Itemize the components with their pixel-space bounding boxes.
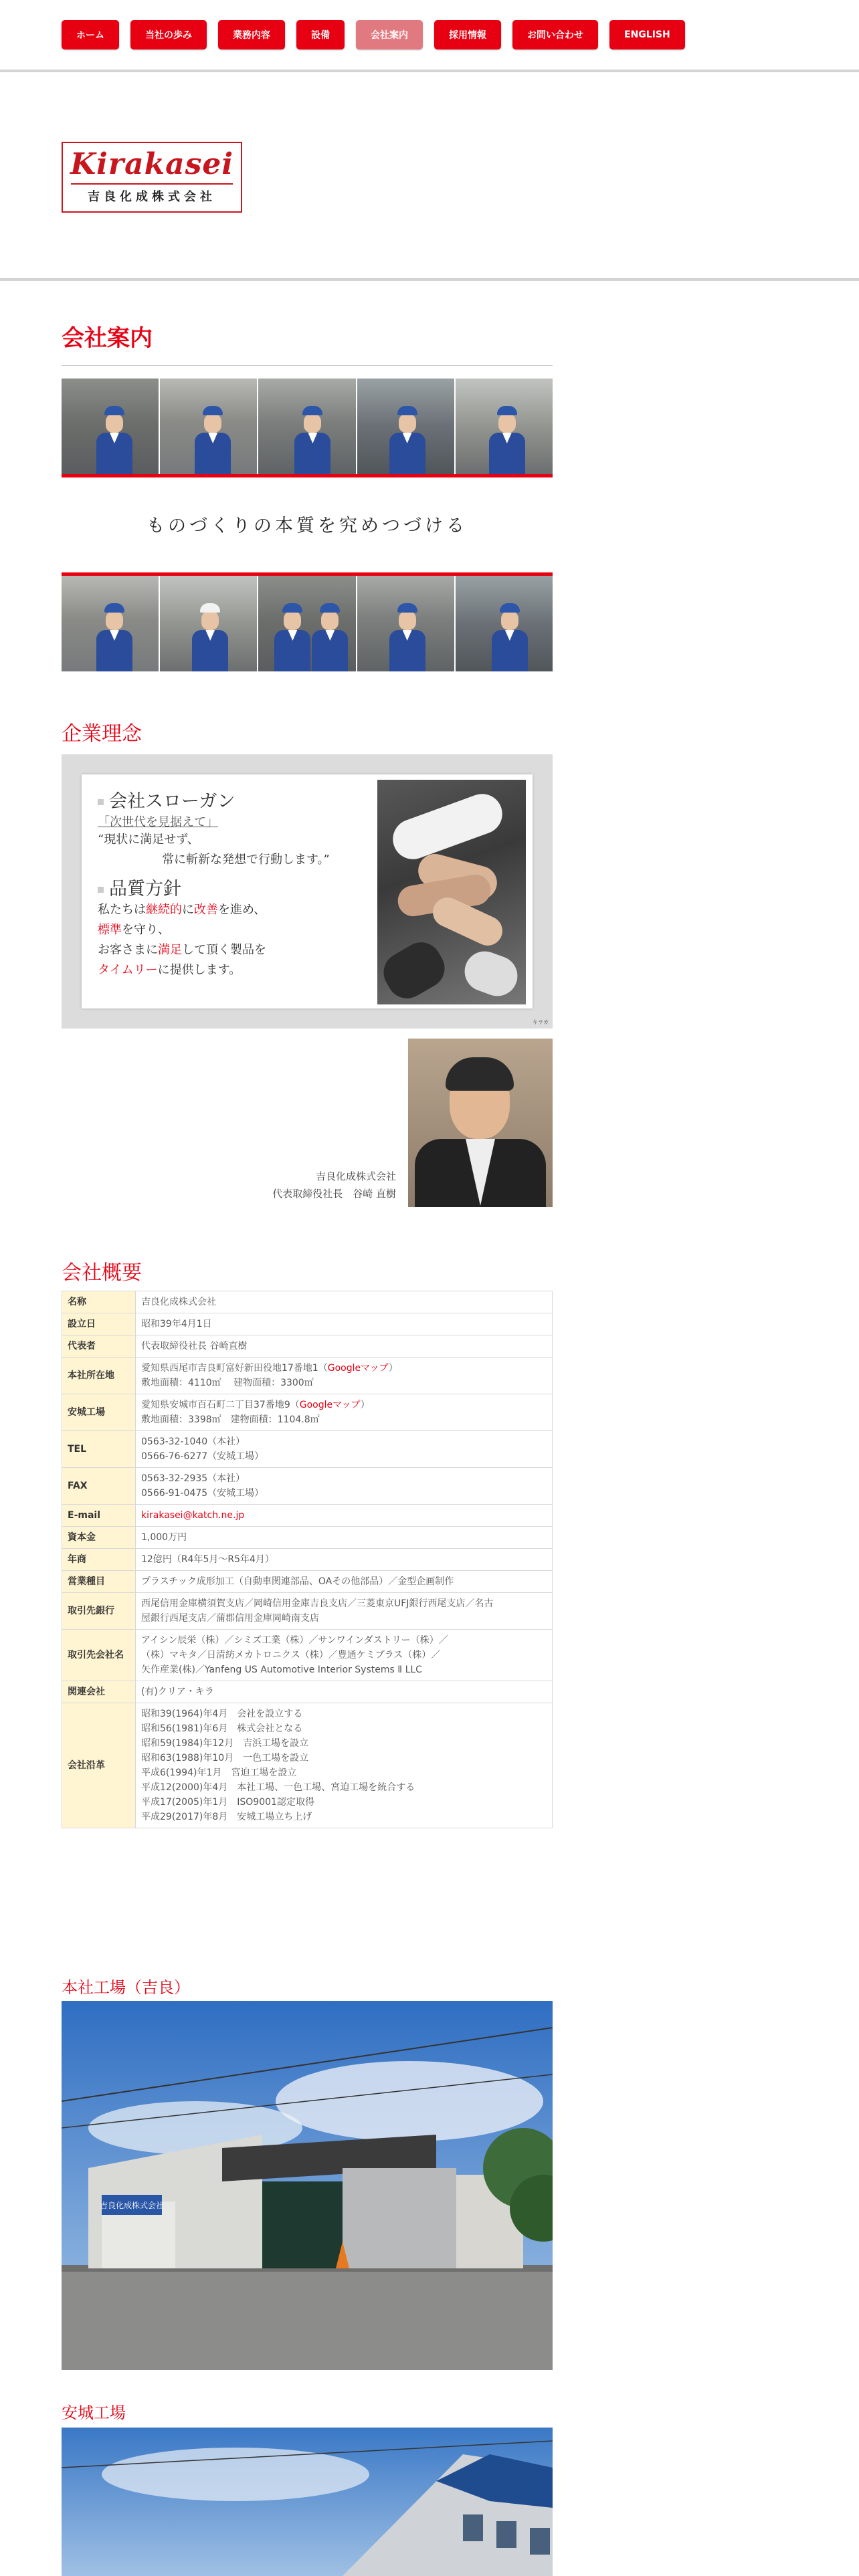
nav-english[interactable]: ENGLISH: [609, 20, 685, 49]
table-row: [62, 1313, 553, 1335]
staff-photo: [160, 576, 258, 671]
table-row: [62, 1571, 553, 1593]
slogan-title: 会社スローガン: [98, 786, 330, 813]
row-key: 年商: [62, 1549, 136, 1571]
factory1-photo: [62, 2001, 553, 2370]
staff-photo-strip-bottom: [62, 572, 553, 671]
slogan-line-2: 常に斬新な発想で行動します。”: [162, 853, 330, 867]
logo-english: Kirakasei: [70, 147, 234, 181]
quality-line-3: お客さまに満足して頂く製品を: [98, 943, 266, 957]
row-key: 関連会社: [62, 1681, 136, 1703]
nav-home[interactable]: ホーム: [62, 20, 119, 49]
staff-photo: [258, 576, 357, 671]
email-link[interactable]: kirakasei@katch.ne.jp: [141, 1510, 245, 1521]
table-row: [62, 1593, 553, 1630]
nav-business[interactable]: 業務内容: [218, 20, 285, 49]
google-map-link[interactable]: Googleマップ: [299, 1400, 361, 1410]
company-overview-table: [62, 1291, 553, 1828]
table-row: [62, 1549, 553, 1571]
factory2-heading: 安城工場: [62, 2403, 126, 2422]
google-map-link[interactable]: Googleマップ: [327, 1363, 389, 1374]
table-row: [62, 1468, 553, 1505]
nav-recruit[interactable]: 採用情報: [434, 20, 501, 49]
row-value: 0563-32-1040（本社） 0566-76-6277（安城工場）: [136, 1431, 553, 1468]
staff-photo: [160, 379, 258, 474]
logo-japanese: 吉良化成株式会社: [88, 190, 216, 204]
row-key: 代表者: [62, 1335, 136, 1358]
nav-list: [62, 20, 685, 49]
logo-divider: [71, 183, 233, 185]
row-value: 西尾信用金庫横須賀支店／岡崎信用金庫吉良支店／三菱東京UFJ銀行西尾支店／名古 屋銀行西尾支店／蒲郡信用金庫岡崎南支店: [136, 1593, 553, 1630]
factory2-photo: [62, 2428, 553, 2576]
table-row: [62, 1431, 553, 1468]
table-row: [62, 1630, 553, 1681]
table-row: [62, 1394, 553, 1431]
president-name: 代表取締役社長 谷崎 直樹: [272, 1188, 396, 1200]
philosophy-card: [82, 774, 533, 1008]
table-row: [62, 1681, 553, 1703]
page-title: 会社案内: [62, 325, 153, 352]
row-value: 0563-32-2935（本社） 0566-91-0475（安城工場）: [136, 1468, 553, 1505]
row-key: 名称: [62, 1291, 136, 1313]
quality-line-1: 私たちは継続的に改善を進め、: [98, 903, 266, 917]
row-key: E-mail: [62, 1505, 136, 1527]
row-value: 愛知県西尾市吉良町富好新田役地17番地1（Googleマップ） 敷地面積：4110㎡ 建物面積：3300㎡: [136, 1358, 553, 1394]
row-value: [136, 1505, 553, 1527]
row-value: プラスチック成形加工（自動車関連部品、OAその他部品）／金型企画制作: [136, 1571, 553, 1593]
staff-photo: [258, 379, 357, 474]
overview-heading: 会社概要: [62, 1261, 142, 1285]
quality-title: 品質方針: [98, 874, 330, 900]
site-logo[interactable]: [62, 142, 242, 213]
row-value: アイシン辰栄（株）／シミズ工業（株）／サンワインダストリー（株）／ （株）マキタ／日清紡メカトロニクス（株）／豊通ケミプラス（株）／ 矢作産業(株)／Yanfeng US Automotive Interior Systems Ⅱ LLC: [136, 1630, 553, 1681]
row-value: 吉良化成株式会社: [136, 1291, 553, 1313]
table-row: [62, 1505, 553, 1527]
slogan-subtitle: 「次世代を見据えて」: [98, 815, 218, 829]
row-key: FAX: [62, 1468, 136, 1505]
company-motto: ものづくりの本質を究めつづける: [147, 516, 468, 536]
top-nav: [0, 0, 859, 72]
row-key: 安城工場: [62, 1394, 136, 1431]
table-row: [62, 1703, 553, 1828]
row-key: 設立日: [62, 1313, 136, 1335]
slogan-line-1: “現状に満足せず、: [98, 833, 199, 847]
row-value: 昭和39(1964)年4月 会社を設立する 昭和56(1981)年6月 株式会社となる 昭和59(1984)年12月 吉浜工場を設立 昭和63(1988)年10月 一色工場を設立 平成6(1994)年1月 宮迫工場を設立 平成12(2000)年4月 本社工場、一色工場、宮迫工場を統合する 平成17(2005)年1月 ISO9001認定取得 平成29(2017)年8月 安城工場立ち上げ: [136, 1703, 553, 1828]
row-value: 代表取締役社長 谷崎直樹: [136, 1335, 553, 1358]
nav-company[interactable]: 会社案内: [356, 20, 423, 49]
staff-photo: [357, 576, 456, 671]
row-key: TEL: [62, 1431, 136, 1468]
teamwork-hands-photo: [377, 780, 526, 1004]
row-key: 取引先会社名: [62, 1630, 136, 1681]
nav-equipment[interactable]: 設備: [296, 20, 345, 49]
philosophy-heading: 企業理念: [62, 722, 142, 746]
table-row: [62, 1527, 553, 1549]
staff-photo: [62, 379, 160, 474]
table-row: [62, 1335, 553, 1358]
nav-contact[interactable]: お問い合わせ: [512, 20, 598, 49]
staff-photo: [456, 379, 553, 474]
row-value: 12億円（R4年5月～R5年4月）: [136, 1549, 553, 1571]
president-photo: [408, 1039, 553, 1207]
row-value: (有)クリア・キラ: [136, 1681, 553, 1703]
staff-photo: [357, 379, 456, 474]
philosophy-watermark: キラカ: [533, 1019, 549, 1025]
row-value: 愛知県安城市百石町二丁目37番地9（Googleマップ） 敷地面積：3398㎡ 建物面積：1104.8㎡: [136, 1394, 553, 1431]
staff-photo: [456, 576, 553, 671]
table-row: [62, 1291, 553, 1313]
row-key: 会社沿革: [62, 1703, 136, 1828]
philosophy-panel: [62, 754, 553, 1029]
factory1-heading: 本社工場（吉良）: [62, 1978, 190, 1997]
table-row: [62, 1358, 553, 1394]
nav-history[interactable]: 当社の歩み: [130, 20, 207, 49]
row-key: 取引先銀行: [62, 1593, 136, 1630]
president-company: 吉良化成株式会社: [315, 1170, 396, 1182]
row-value: 1,000万円: [136, 1527, 553, 1549]
row-key: 資本金: [62, 1527, 136, 1549]
philosophy-text: [98, 782, 330, 980]
row-value: 昭和39年4月1日: [136, 1313, 553, 1335]
row-key: 本社所在地: [62, 1358, 136, 1394]
factory-sign: 吉良化成株式会社: [99, 2201, 165, 2210]
staff-photo-strip-top: [62, 379, 553, 477]
title-divider: [62, 365, 553, 366]
quality-line-2: 標準を守り、: [98, 923, 170, 937]
quality-line-4: タイムリーに提供します。: [98, 963, 242, 977]
staff-photo: [62, 576, 160, 671]
row-key: 営業種目: [62, 1571, 136, 1593]
